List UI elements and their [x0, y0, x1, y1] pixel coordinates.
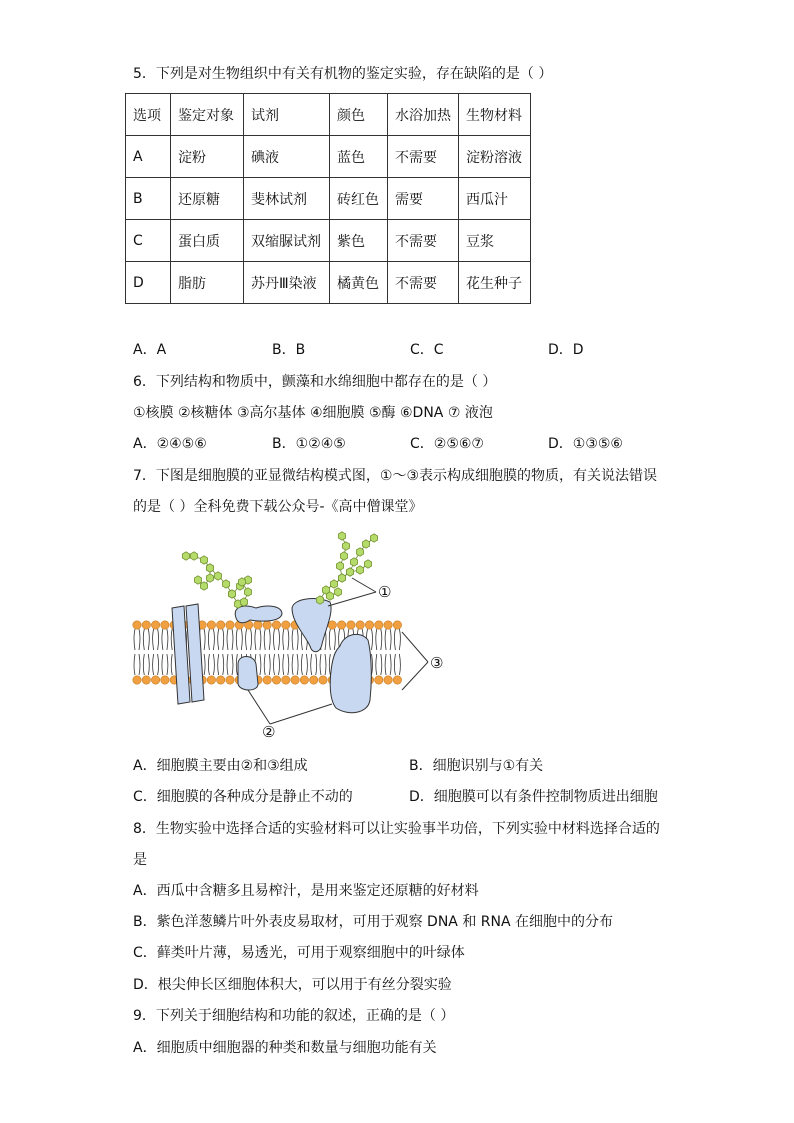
- surface-protein: [235, 606, 282, 623]
- table-header-cell: 试剂: [244, 94, 330, 136]
- lipid-tail: [134, 654, 135, 675]
- table-cell: 斐林试剂: [244, 178, 330, 220]
- lipid-head: [393, 676, 401, 684]
- table-header-row: [126, 94, 531, 136]
- sugar-unit: [190, 552, 197, 560]
- table-cell: B: [126, 178, 171, 220]
- lipid-tail: [325, 654, 326, 675]
- lipid-tail: [232, 629, 233, 650]
- table-cell: 脂肪: [171, 262, 244, 304]
- q7-options-row1: [133, 756, 693, 776]
- lipid-head: [263, 676, 271, 684]
- lipid-tail: [320, 654, 321, 675]
- cell-membrane-diagram: [125, 520, 465, 745]
- lipid-tail: [255, 629, 256, 650]
- q7-options-row2: [133, 787, 693, 807]
- lipid-tail: [241, 629, 242, 650]
- lipid-tail: [260, 629, 261, 650]
- sugar-unit: [182, 552, 189, 560]
- lipid-tail: [311, 654, 312, 675]
- option-b[interactable]: B．紫色洋葱鳞片叶外表皮易取材，可用于观察 DNA 和 RNA 在细胞中的分布: [133, 914, 614, 930]
- sugar-unit: [228, 590, 235, 598]
- sugar-unit: [336, 562, 343, 570]
- lipid-tail: [399, 654, 400, 675]
- q8-stem-line2: 是: [133, 852, 147, 868]
- table-cell: 紫色: [330, 220, 388, 262]
- sugar-unit: [244, 588, 251, 596]
- lipid-tail: [162, 629, 163, 650]
- lipid-tail: [204, 629, 205, 650]
- sugar-unit: [362, 540, 369, 548]
- q8-stem-line1: 8．生物实验中选择合适的实验材料可以让实验事半功倍，下列实验中材料选择合适的: [133, 821, 660, 837]
- lipid-head: [142, 676, 150, 684]
- lipid-head: [161, 621, 169, 629]
- lipid-tail: [283, 629, 284, 650]
- lipid-head: [282, 621, 290, 629]
- lipid-head: [282, 676, 290, 684]
- lipid-tail: [329, 654, 330, 675]
- lipid-tail: [316, 654, 317, 675]
- lipid-tail: [227, 654, 228, 675]
- lipid-tail: [158, 629, 159, 650]
- figure-label-3: ③: [430, 654, 444, 672]
- lipid-tail: [288, 629, 289, 650]
- sugar-unit: [342, 542, 349, 550]
- lipid-head: [133, 621, 141, 629]
- lipid-tail: [251, 629, 252, 650]
- lipid-head: [142, 621, 150, 629]
- lipid-tail: [148, 629, 149, 650]
- lipid-head: [384, 621, 392, 629]
- lipid-tail: [208, 629, 209, 650]
- lipid-tail: [158, 654, 159, 675]
- option-c[interactable]: C．藓类叶片薄，易透光，可用于观察细胞中的叶绿体: [133, 945, 465, 961]
- lipid-head: [207, 676, 215, 684]
- lipid-tail: [218, 629, 219, 650]
- sugar-unit: [364, 560, 371, 568]
- table-header-cell: 鉴定对象: [171, 94, 244, 136]
- lipid-head: [300, 676, 308, 684]
- lipid-head: [207, 621, 215, 629]
- table-header-cell: 生物材料: [459, 94, 531, 136]
- lipid-tail: [279, 654, 280, 675]
- table-cell: 豆浆: [459, 220, 531, 262]
- lipid-tail: [153, 629, 154, 650]
- lipid-head: [272, 621, 280, 629]
- lipid-tail: [264, 654, 265, 675]
- table-cell: C: [126, 220, 171, 262]
- lipid-tail: [376, 654, 377, 675]
- figure-label-2: ②: [262, 723, 276, 741]
- lipid-tail: [385, 654, 386, 675]
- table-cell: 砖红色: [330, 178, 388, 220]
- table-header-cell: 选项: [126, 94, 171, 136]
- lipid-tail: [134, 629, 135, 650]
- option-c[interactable]: C．C: [410, 342, 444, 358]
- lipid-tail: [232, 654, 233, 675]
- q9-stem: 9．下列关于细胞结构和功能的叙述，正确的是（ ）: [133, 1008, 455, 1024]
- table-cell: 蛋白质: [171, 220, 244, 262]
- sugar-unit: [346, 568, 353, 576]
- lipid-head: [347, 621, 355, 629]
- table-cell: 苏丹Ⅲ染液: [244, 262, 330, 304]
- lipid-head: [319, 676, 327, 684]
- lipid-tail: [385, 629, 386, 650]
- lipid-tail: [167, 654, 168, 675]
- q5-table: [125, 93, 531, 304]
- lipid-tail: [260, 654, 261, 675]
- option-b[interactable]: B．细胞识别与①有关: [409, 758, 544, 774]
- table-row: [126, 178, 531, 220]
- lipid-tail: [139, 629, 140, 650]
- lipid-tail: [143, 629, 144, 650]
- lipid-tail: [297, 654, 298, 675]
- lipid-tail: [399, 629, 400, 650]
- lipid-tail: [376, 629, 377, 650]
- lipid-tail: [274, 654, 275, 675]
- option-d[interactable]: D．D: [548, 342, 584, 358]
- sugar-unit: [238, 578, 245, 586]
- q7-stem-line2: 的是（ ）全科免费下载公众号-《高中僧课堂》: [133, 499, 423, 515]
- lipid-tail: [171, 654, 172, 675]
- lipid-tail: [143, 654, 144, 675]
- option-b[interactable]: B．①②④⑤: [272, 436, 346, 452]
- lipid-head: [328, 621, 336, 629]
- option-d[interactable]: D．根尖伸长区细胞体积大，可以用于有丝分裂实验: [133, 977, 452, 993]
- sugar-unit: [326, 592, 333, 600]
- sugar-unit: [356, 566, 363, 574]
- option-c[interactable]: C．②⑤⑥⑦: [410, 436, 484, 452]
- lipid-head: [226, 621, 234, 629]
- lipid-head: [384, 676, 392, 684]
- lipid-tail: [269, 654, 270, 675]
- lipid-head: [226, 676, 234, 684]
- sugar-unit: [316, 596, 323, 604]
- lipid-tail: [334, 629, 335, 650]
- lipid-tail: [167, 629, 168, 650]
- lipid-tail: [171, 629, 172, 650]
- table-row: [126, 220, 531, 262]
- sugar-unit: [340, 552, 347, 560]
- lipid-tail: [153, 654, 154, 675]
- lipid-tail: [390, 654, 391, 675]
- lipid-tail: [208, 654, 209, 675]
- lipid-tail: [236, 629, 237, 650]
- lipid-head: [272, 676, 280, 684]
- lipid-head: [375, 676, 383, 684]
- sugar-unit: [240, 598, 247, 606]
- sugar-unit: [334, 588, 341, 596]
- option-a[interactable]: A．②④⑤⑥: [133, 436, 207, 452]
- lipid-tail: [292, 629, 293, 650]
- lipid-tail: [148, 654, 149, 675]
- lipid-head: [161, 676, 169, 684]
- lipid-head: [375, 621, 383, 629]
- lipid-tail: [288, 654, 289, 675]
- option-a[interactable]: A．细胞膜主要由②和③组成: [133, 758, 308, 774]
- q7-stem-line1: 7．下图是细胞膜的亚显微结构模式图，①～③表示构成细胞膜的物质，有关说法错误: [133, 468, 658, 484]
- lipid-tail: [390, 629, 391, 650]
- sugar-unit: [350, 558, 357, 566]
- lipid-tail: [139, 654, 140, 675]
- figure-label-1: ①: [378, 583, 392, 601]
- lipid-tail: [269, 629, 270, 650]
- lipid-head: [291, 676, 299, 684]
- option-a[interactable]: A．A: [133, 342, 167, 358]
- lipid-tail: [279, 629, 280, 650]
- lipid-tail: [283, 654, 284, 675]
- table-header-cell: 水浴加热: [388, 94, 459, 136]
- lipid-tail: [204, 654, 205, 675]
- peripheral-protein: [238, 657, 258, 691]
- sugar-unit: [206, 574, 213, 582]
- lipid-head: [254, 621, 262, 629]
- lipid-head: [133, 676, 141, 684]
- table-header-cell: 颜色: [330, 94, 388, 136]
- lipid-tail: [381, 629, 382, 650]
- table-cell: 花生种子: [459, 262, 531, 304]
- lipid-tail: [306, 654, 307, 675]
- table-cell: 橘黄色: [330, 262, 388, 304]
- option-b[interactable]: B．B: [272, 342, 306, 358]
- sugar-unit: [200, 556, 207, 564]
- table-row: [126, 136, 531, 178]
- table-cell: 不需要: [388, 220, 459, 262]
- glycocalyx-chains: [182, 532, 377, 608]
- lipid-tail: [223, 629, 224, 650]
- lipid-tail: [372, 629, 373, 650]
- lipid-head: [365, 621, 373, 629]
- lipid-tail: [329, 629, 330, 650]
- lipid-tail: [223, 654, 224, 675]
- lipid-tail: [381, 654, 382, 675]
- lipid-tail: [264, 629, 265, 650]
- sugar-unit: [356, 548, 363, 556]
- lipid-head: [151, 676, 159, 684]
- table-cell: 双缩脲试剂: [244, 220, 330, 262]
- sugar-unit: [200, 582, 207, 590]
- sugar-unit: [194, 576, 201, 584]
- lipid-head: [393, 621, 401, 629]
- table-cell: A: [126, 136, 171, 178]
- lipid-tail: [394, 629, 395, 650]
- lipid-tail: [213, 629, 214, 650]
- lipid-tail: [246, 629, 247, 650]
- q6-options: [133, 434, 693, 454]
- lipid-head: [310, 676, 318, 684]
- sugar-unit: [206, 564, 213, 572]
- lipid-head: [151, 621, 159, 629]
- table-cell: 需要: [388, 178, 459, 220]
- lipid-head: [217, 676, 225, 684]
- sugar-unit: [338, 574, 345, 582]
- lipid-tail: [297, 629, 298, 650]
- q5-stem: 5．下列是对生物组织中有关有机物的鉴定实验，存在缺陷的是（ ）: [133, 66, 553, 82]
- lipid-tail: [394, 654, 395, 675]
- lipid-tail: [213, 654, 214, 675]
- lipid-tail: [274, 629, 275, 650]
- table-cell: 蓝色: [330, 136, 388, 178]
- option-d[interactable]: D．细胞膜可以有条件控制物质进出细胞: [409, 789, 658, 805]
- transmembrane-protein: [330, 634, 371, 712]
- lipid-head: [217, 621, 225, 629]
- lipid-head: [356, 621, 364, 629]
- table-cell: 还原糖: [171, 178, 244, 220]
- option-a[interactable]: A．西瓜中含糖多且易榨汁，是用来鉴定还原糖的好材料: [133, 883, 479, 899]
- option-d[interactable]: D．①③⑤⑥: [548, 436, 623, 452]
- option-a[interactable]: A．细胞质中细胞器的种类和数量与细胞功能有关: [133, 1040, 437, 1056]
- table-cell: 西瓜汁: [459, 178, 531, 220]
- option-c[interactable]: C．细胞膜的各种成分是静止不动的: [133, 789, 353, 805]
- table-cell: 碘液: [244, 136, 330, 178]
- q6-items: ①核膜 ②核糖体 ③高尔基体 ④细胞膜 ⑤酶 ⑥DNA ⑦ 液泡: [133, 405, 493, 421]
- lipid-head: [337, 621, 345, 629]
- table-cell: 淀粉溶液: [459, 136, 531, 178]
- sugar-unit: [222, 580, 229, 588]
- table-row: [126, 262, 531, 304]
- lipid-tail: [227, 629, 228, 650]
- lipid-head: [263, 621, 271, 629]
- lipid-tail: [236, 654, 237, 675]
- sugar-unit: [370, 534, 377, 542]
- sugar-unit: [330, 580, 337, 588]
- q5-options: [133, 340, 693, 360]
- table-cell: D: [126, 262, 171, 304]
- lipid-tail: [218, 654, 219, 675]
- table-cell: 不需要: [388, 262, 459, 304]
- lipid-tail: [162, 654, 163, 675]
- sugar-unit: [338, 532, 345, 540]
- table-cell: 淀粉: [171, 136, 244, 178]
- lipid-tail: [301, 654, 302, 675]
- q6-stem: 6．下列结构和物质中，颤藻和水绵细胞中都存在的是（ ）: [133, 374, 497, 390]
- lipid-tail: [292, 654, 293, 675]
- sugar-unit: [214, 572, 221, 580]
- table-cell: 不需要: [388, 136, 459, 178]
